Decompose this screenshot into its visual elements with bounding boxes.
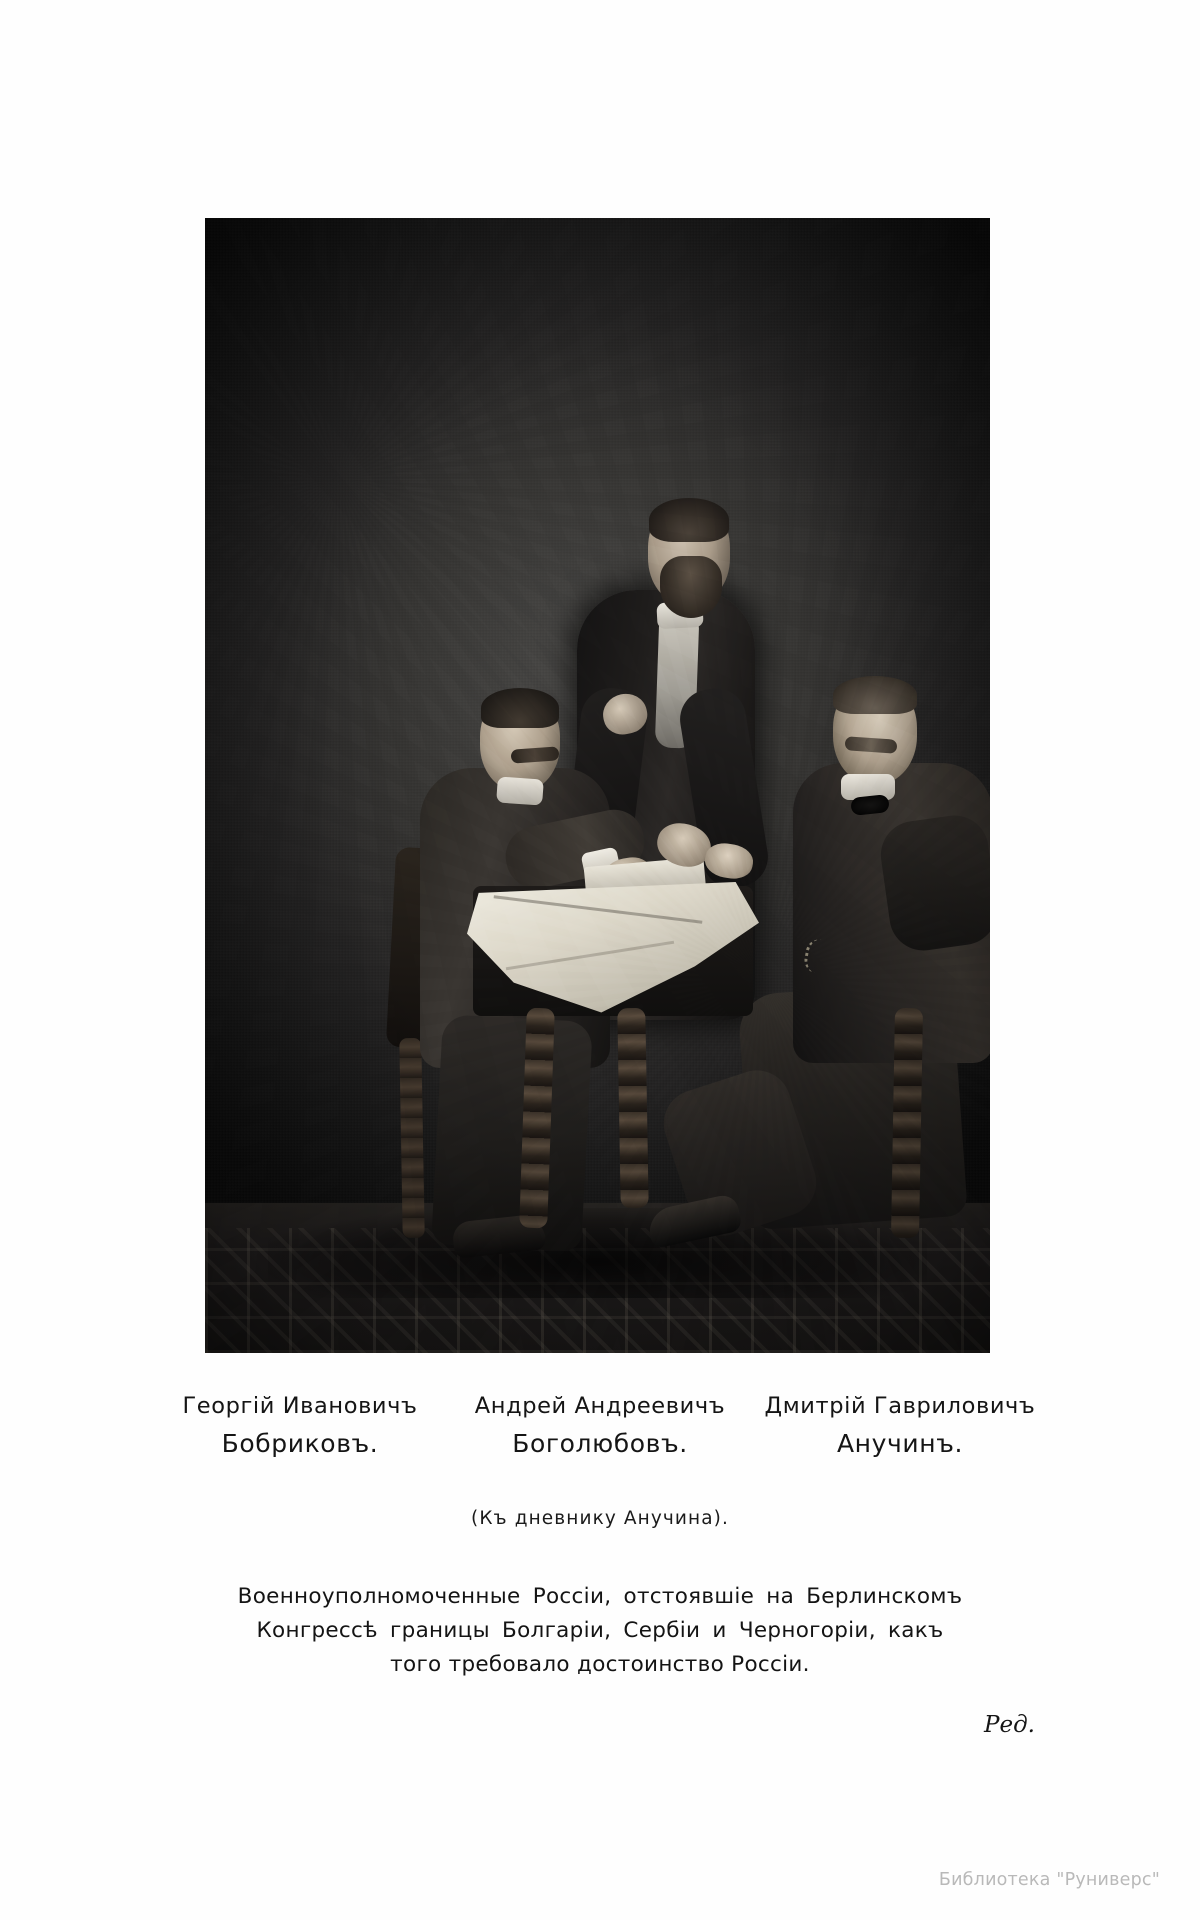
person-name-bobrikov-given: Георгій Ивановичъ <box>182 1393 418 1419</box>
person-surname-bogolyubov <box>450 1424 750 1465</box>
library-watermark: Библиотека "Руниверс" <box>938 1870 1160 1890</box>
caption-names-second-row <box>100 1424 1100 1465</box>
sub-caption: (Къ дневнику Анучина). <box>471 1508 729 1529</box>
right-man-arm <box>876 811 990 955</box>
person-surname-anuchin-text: Анучинъ. <box>836 1429 964 1459</box>
person-surname-bobrikov-text: Бобриковъ. <box>221 1429 379 1459</box>
editorial-note-line-2: Конгрессѣ границы Болгаріи, Сербіи и Черногоріи, какъ <box>256 1617 944 1643</box>
photograph-image <box>205 218 990 1353</box>
person-name-bogolyubov-given: Андрей Андреевичъ <box>474 1393 726 1419</box>
person-name-bobrikov <box>150 1388 450 1424</box>
caption-names <box>100 1388 1100 1465</box>
person-name-anuchin-given: Дмитрій Гавриловичъ <box>764 1393 1036 1419</box>
caption-names-first-row <box>100 1388 1100 1424</box>
left-man-collar <box>496 776 544 805</box>
standing-man-hair <box>649 498 729 542</box>
table-leg-right <box>891 1008 923 1238</box>
chair-leg <box>399 1038 424 1238</box>
photograph-plate <box>205 218 990 1353</box>
standing-man-beard <box>660 556 722 618</box>
table-leg-center <box>617 1008 648 1208</box>
editorial-note-line-1: Военноуполномоченные Россіи, отстоявшіе на Берлинскомъ <box>237 1584 963 1609</box>
person-surname-bogolyubov-text: Боголюбовъ. <box>512 1429 688 1459</box>
editorial-signature: Ред. <box>984 1712 1035 1738</box>
person-surname-anuchin <box>750 1424 1050 1465</box>
person-name-bogolyubov <box>450 1388 750 1424</box>
editorial-note-line-3: того требовало достоинство Россіи. <box>390 1651 810 1677</box>
right-man-hair <box>833 676 917 714</box>
person-surname-bobrikov <box>150 1424 450 1465</box>
editorial-note <box>165 1580 1035 1682</box>
person-name-anuchin <box>750 1388 1050 1424</box>
left-man-hair <box>481 688 559 728</box>
